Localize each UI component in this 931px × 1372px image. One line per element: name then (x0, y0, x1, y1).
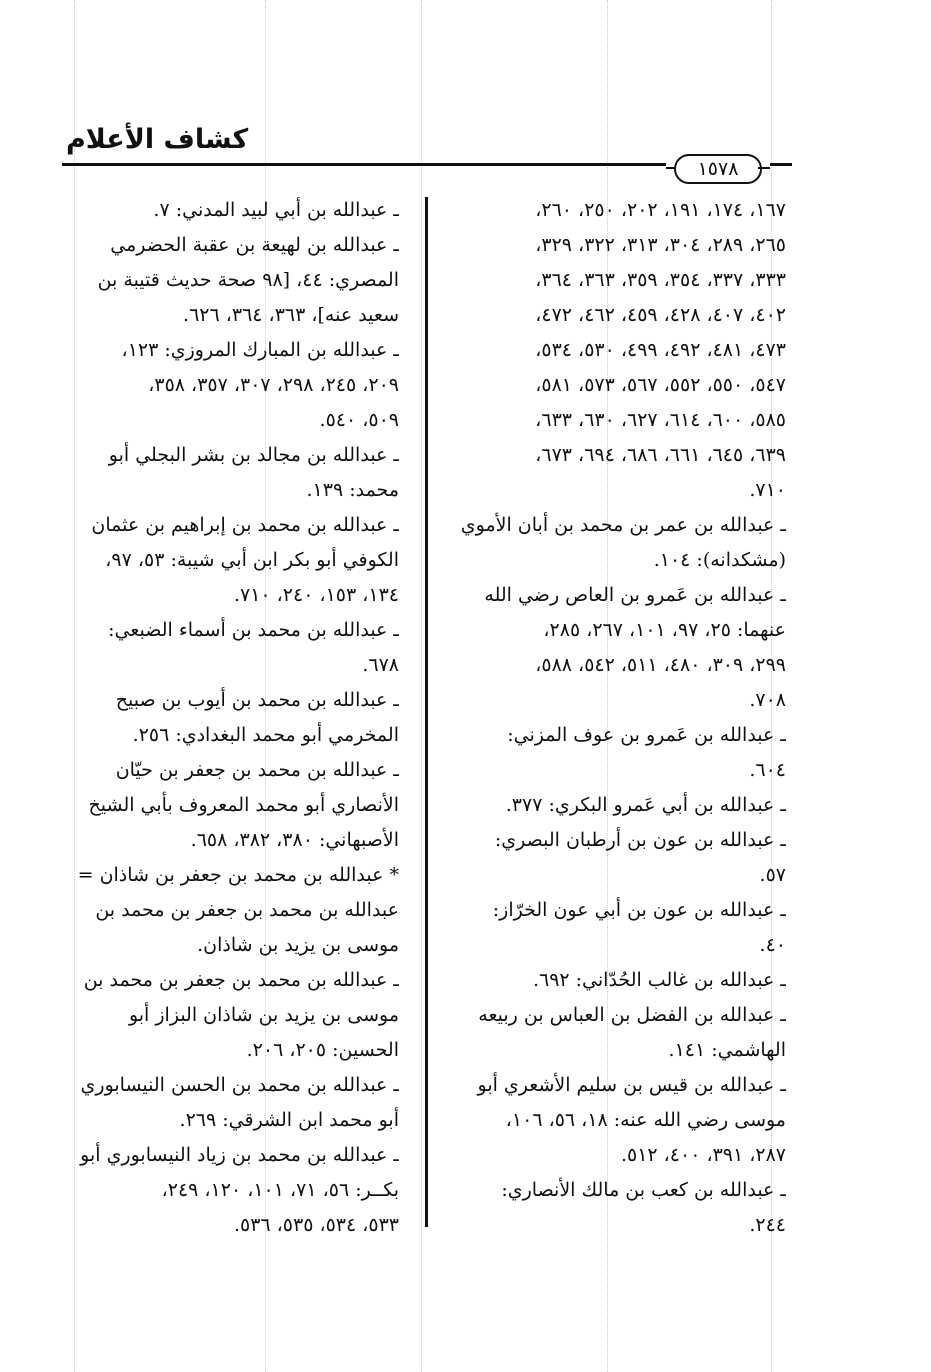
index-line: ٥٣٣، ٥٣٤، ٥٣٥، ٥٣٦. (233, 1214, 399, 1236)
index-line: الهاشمي: ١٤١. (668, 1039, 786, 1061)
index-line: الأصبهاني: ٣٨٠، ٣٨٢، ٦٥٨. (190, 829, 399, 851)
index-line: بكــر: ٥٦، ٧١، ١٠١، ١٢٠، ٢٤٩، (161, 1179, 399, 1201)
index-line: ـ عبدالله بن مجالد بن بشر البجلي أبو (108, 444, 399, 466)
index-line: ـ عبدالله بن أبي لبيد المدني: ٧. (153, 199, 399, 221)
index-line: ـ عبدالله بن محمد بن إبراهيم بن عثمان (91, 514, 399, 536)
index-line: ٤٧٣، ٤٨١، ٤٩٢، ٤٩٩، ٥٣٠، ٥٣٤، (535, 339, 786, 361)
index-line: المخرمي أبو محمد البغدادي: ٢٥٦. (132, 724, 399, 746)
index-line: (مشكدانه): ١٠٤. (653, 549, 786, 571)
index-line: أبو محمد ابن الشرقي: ٢٦٩. (179, 1109, 399, 1131)
index-line: سعيد عنه]، ٣٦٣، ٣٦٤، ٦٢٦. (183, 304, 399, 326)
index-line: ـ عبدالله بن قيس بن سليم الأشعري أبو (477, 1074, 786, 1096)
index-line: ٥٤٧، ٥٥٠، ٥٥٢، ٥٦٧، ٥٧٣، ٥٨١، (535, 374, 786, 396)
index-column-left (68, 193, 399, 1243)
index-line: الأنصاري أبو محمد المعروف بأبي الشيخ (88, 794, 399, 816)
index-line: ١٦٧، ١٧٤، ١٩١، ٢٠٢، ٢٥٠، ٢٦٠، (535, 199, 786, 221)
index-line: ٤٠٢، ٤٠٧، ٤٢٨، ٤٥٩، ٤٦٢، ٤٧٢، (535, 304, 786, 326)
badge-tick-right (758, 167, 770, 169)
index-line: ٣٣٣، ٣٣٧، ٣٥٤، ٣٥٩، ٣٦٣، ٣٦٤، (535, 269, 786, 291)
index-line: ـ عبدالله بن عون بن أرطبان البصري: (494, 829, 786, 851)
index-line: ٥٧. (759, 864, 786, 886)
index-line: ـ عبدالله بن أبي عَمرو البكري: ٣٧٧. (505, 794, 786, 816)
page-number: ١٥٧٨ (674, 154, 762, 184)
running-header-title: كشاف الأعلام (66, 124, 249, 155)
badge-tick-left (666, 167, 674, 169)
index-line: المصري: ٤٤، [٩٨ صحة حديث قتيبة بن (97, 269, 399, 291)
column-divider (425, 197, 428, 1227)
index-line: ـ عبدالله بن عَمرو بن عوف المزني: (507, 724, 786, 746)
index-column-right (445, 193, 786, 1243)
index-line: ١٣٤، ١٥٣، ٢٤٠، ٧١٠. (233, 584, 399, 606)
index-line: ـ عبدالله بن كعب بن مالك الأنصاري: (501, 1179, 786, 1201)
index-line: ـ عبدالله بن محمد بن جعفر بن محمد بن (83, 969, 399, 991)
index-line: موسى بن يزيد بن شاذان البزاز أبو (128, 1004, 399, 1026)
index-line: ٦٠٤. (749, 759, 786, 781)
index-line: ـ عبدالله بن المبارك المروزي: ١٢٣، (121, 339, 399, 361)
index-line: ـ عبدالله بن محمد بن أيوب بن صبيح (115, 689, 399, 711)
index-line: ـ عبدالله بن لهيعة بن عقبة الحضرمي (110, 234, 399, 256)
index-line: ـ عبدالله بن غالب الحُدّاني: ٦٩٢. (532, 969, 786, 991)
index-line: ـ عبدالله بن محمد بن جعفر بن حيّان (115, 759, 399, 781)
index-line: ٢٦٥، ٢٨٩، ٣٠٤، ٣١٣، ٣٢٢، ٣٢٩، (535, 234, 786, 256)
index-line: ـ عبدالله بن محمد بن الحسن النيسابوري (80, 1074, 399, 1096)
index-line: ـ عبدالله بن محمد بن زياد النيسابوري أبو (80, 1144, 399, 1166)
index-line: ٦٧٨. (362, 654, 399, 676)
guide-dot-line (421, 0, 422, 1372)
index-line: ـ عبدالله بن محمد بن أسماء الضبعي: (108, 619, 399, 641)
index-line: ٢٨٧، ٣٩١، ٤٠٠، ٥١٢. (620, 1144, 786, 1166)
index-line: ٥٨٥، ٦٠٠، ٦١٤، ٦٢٧، ٦٣٠، ٦٣٣، (535, 409, 786, 431)
index-line: ٤٠. (759, 934, 786, 956)
index-line: ـ عبدالله بن عون بن أبي عون الخرّاز: (492, 899, 786, 921)
index-line: الكوفي أبو بكر ابن أبي شيبة: ٥٣، ٩٧، (105, 549, 399, 571)
page-number-badge (666, 150, 770, 186)
index-line: * عبدالله بن محمد بن جعفر بن شاذان = (77, 864, 399, 886)
index-line: ـ عبدالله بن عَمرو بن العاص رضي الله (484, 584, 786, 606)
index-line: الحسين: ٢٠٥، ٢٠٦. (246, 1039, 399, 1061)
index-line: عبدالله بن محمد بن جعفر بن محمد بن (95, 899, 399, 921)
index-line: موسى رضي الله عنه: ١٨، ٥٦، ١٠٦، (505, 1109, 786, 1131)
index-line: ٢٩٩، ٣٠٩، ٤٨٠، ٥١١، ٥٤٢، ٥٨٨، (535, 654, 786, 676)
index-line: ـ عبدالله بن الفضل بن العباس بن ربيعه (478, 1004, 786, 1026)
index-line: ٧١٠. (749, 479, 786, 501)
index-line: ٧٠٨. (749, 689, 786, 711)
index-line: ـ عبدالله بن عمر بن محمد بن أبان الأموي (460, 514, 786, 536)
index-line: ٦٣٩، ٦٤٥، ٦٦١، ٦٨٦، ٦٩٤، ٦٧٣، (535, 444, 786, 466)
index-line: محمد: ١٣٩. (306, 479, 399, 501)
index-line: عنهما: ٢٥، ٩٧، ١٠١، ٢٦٧، ٢٨٥، (543, 619, 786, 641)
index-line: ٥٠٩، ٥٤٠. (319, 409, 399, 431)
index-line: ٢٤٤. (749, 1214, 786, 1236)
index-line: ٢٠٩، ٢٤٥، ٢٩٨، ٣٠٧، ٣٥٧، ٣٥٨، (148, 374, 399, 396)
index-line: موسى بن يزيد بن شاذان. (197, 934, 399, 956)
